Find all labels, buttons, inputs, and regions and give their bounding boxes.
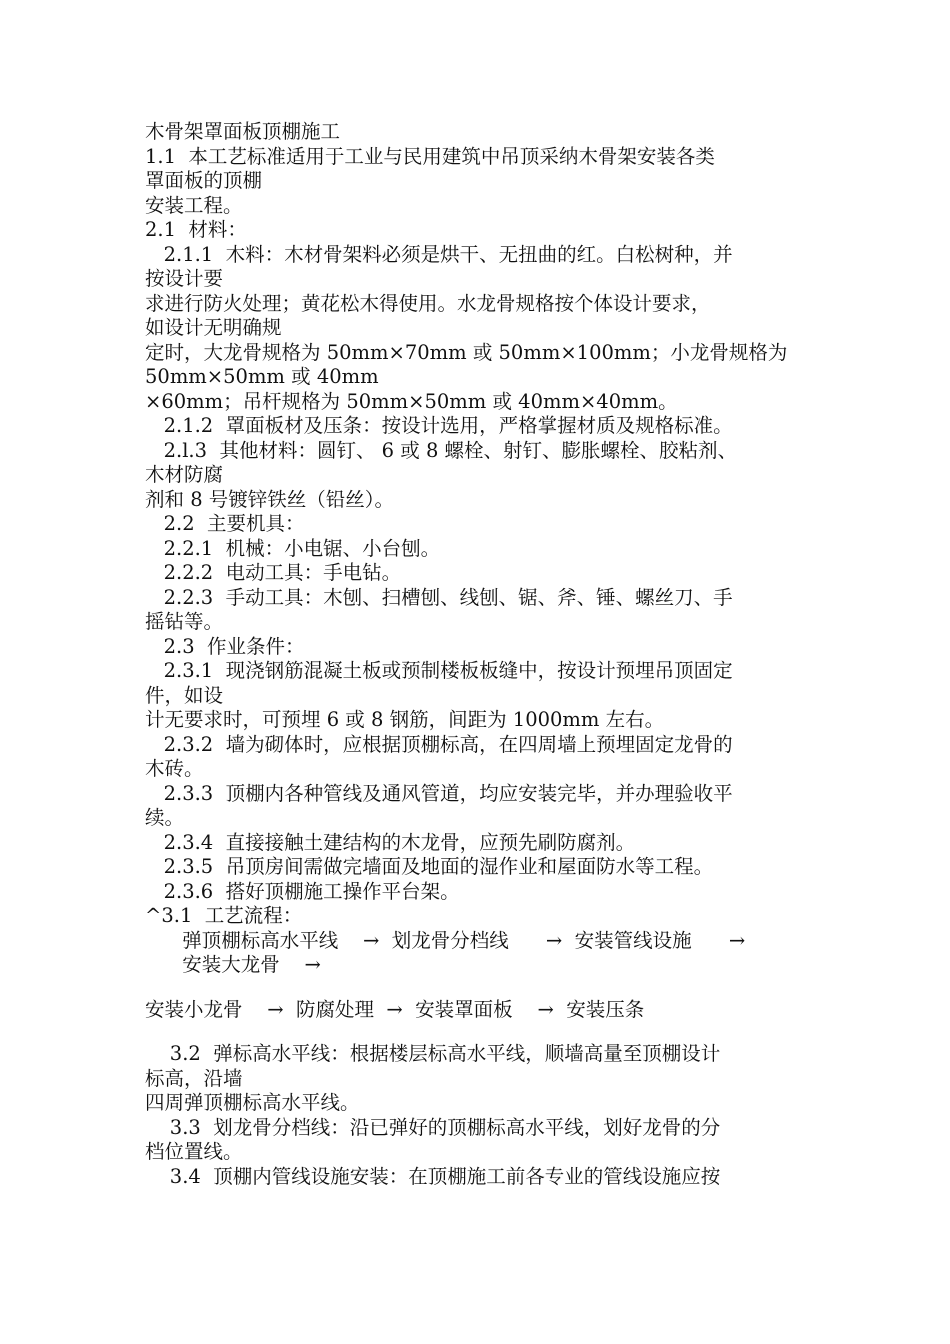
text-line: 摇钻等。 bbox=[145, 610, 224, 633]
blank-line bbox=[145, 978, 815, 998]
text-line: 木材防腐 bbox=[145, 463, 224, 486]
text-line: 木骨架罩面板顶棚施工 bbox=[145, 120, 341, 143]
text-line: 3.2 弹标高水平线：根据楼层标高水平线，顺墙高量至顶棚设计 bbox=[145, 1042, 721, 1065]
text-line: 木砖。 bbox=[145, 757, 204, 780]
text-line: 安装工程。 bbox=[145, 193, 243, 217]
text-line: 2.1 材料： bbox=[145, 218, 247, 241]
text-line: 2.3.3 顶棚内各种管线及通风管道，均应安装完毕，并办理验收平 bbox=[145, 781, 733, 805]
text-line: 2.1.2 罩面板材及压条：按设计选用，严格掌握材质及规格标准。 bbox=[145, 414, 733, 437]
text-line: 2.3.4 直接接触土建结构的木龙骨，应预先刷防腐剂。 bbox=[145, 830, 636, 854]
document-body bbox=[145, 120, 815, 1189]
text-line: 四周弹顶棚标高水平线。 bbox=[145, 1091, 360, 1114]
text-line: 2.2.3 手动工具：木刨、扫槽刨、线刨、锯、斧、锤、螺丝刀、手 bbox=[145, 585, 733, 609]
text-line: 求进行防火处理；黄花松木得使用。水龙骨规格按个体设计要求， bbox=[145, 291, 711, 315]
text-line: 弹顶棚标高水平线 → 划龙骨分档线 → 安装管线设施 → bbox=[145, 928, 746, 952]
text-line: 2.3.5 吊顶房间需做完墙面及地面的湿作业和屋面防水等工程。 bbox=[145, 855, 714, 878]
text-line: 3.3 划龙骨分档线：沿已弹好的顶棚标高水平线，划好龙骨的分 bbox=[145, 1115, 721, 1139]
text-line: 50mm×50mm 或 40mm bbox=[145, 365, 379, 388]
text-line: 安装大龙骨 → bbox=[145, 953, 321, 976]
text-line: 2.3 作业条件： bbox=[145, 634, 305, 658]
text-line: 档位置线。 bbox=[145, 1140, 243, 1163]
text-line: 定时，大龙骨规格为 50mm×70mm 或 50mm×100mm；小龙骨规格为 bbox=[145, 340, 788, 364]
text-line: 1.1 本工艺标准适用于工业与民用建筑中吊顶采纳木骨架安装各类 bbox=[145, 144, 715, 168]
text-line: 2.3.2 墙为砌体时，应根据顶棚标高，在四周墙上预埋固定龙骨的 bbox=[145, 732, 733, 756]
text-line: 2.1.1 木料：木材骨架料必须是烘干、无扭曲的红。白松树种，并 bbox=[145, 242, 733, 266]
text-line: 剂和 8 号镀锌铁丝（铅丝）。 bbox=[145, 487, 395, 511]
text-line: 2.2.2 电动工具：手电钻。 bbox=[145, 561, 402, 584]
text-line: 2.2 主要机具： bbox=[145, 512, 305, 535]
text-line: 计无要求时，可预埋 6 或 8 钢筋，间距为 1000mm 左右。 bbox=[145, 708, 665, 731]
text-line: 罩面板的顶棚 bbox=[145, 169, 263, 192]
blank-line bbox=[145, 1022, 815, 1042]
text-line: 安装小龙骨 → 防腐处理 → 安装罩面板 → 安装压条 bbox=[145, 997, 645, 1021]
text-line: ×60mm；吊杆规格为 50mm×50mm 或 40mm×40mm。 bbox=[145, 389, 678, 413]
text-line: 2.3.6 搭好顶棚施工操作平台架。 bbox=[145, 879, 460, 903]
text-line: 按设计要 bbox=[145, 267, 224, 290]
text-line: 续。 bbox=[145, 806, 185, 829]
text-line: ^3.1 工艺流程： bbox=[145, 904, 303, 927]
text-line: 2.3.1 现浇钢筋混凝土板或预制楼板板缝中，按设计预埋吊顶固定 bbox=[145, 659, 733, 682]
text-line: 2.2.1 机械：小电锯、小台刨。 bbox=[145, 536, 441, 560]
text-line: 件，如设 bbox=[145, 683, 224, 707]
text-line: 标高，沿墙 bbox=[145, 1066, 243, 1090]
text-line: 3.4 顶棚内管线设施安装：在顶棚施工前各专业的管线设施应按 bbox=[145, 1164, 721, 1188]
text-line: 如设计无明确规 bbox=[145, 316, 282, 339]
text-line: 2.l.3 其他材料：圆钉、 6 或 8 螺栓、射钉、膨胀螺栓、胶粘剂、 bbox=[145, 438, 738, 462]
